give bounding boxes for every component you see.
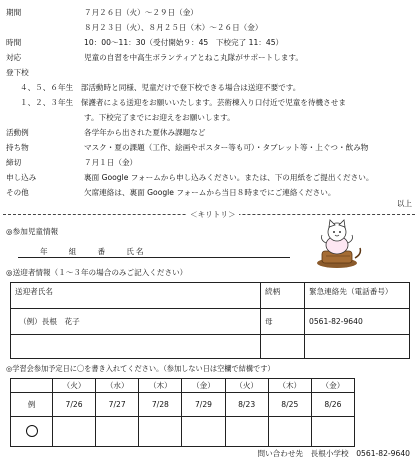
- escort-header-row: [11, 283, 410, 309]
- participant-underline[interactable]: [18, 257, 290, 258]
- dismissal-label: 登下校: [6, 68, 29, 77]
- target-label: 対応: [6, 53, 22, 62]
- schedule-day: （火）: [53, 379, 96, 393]
- dismissal-line-1: ４、５、６年生 部活動時と同様、児童だけで登下校できる場合は送迎不要です。: [20, 83, 301, 92]
- schedule-entry-row: [11, 417, 355, 447]
- escort-table: [10, 282, 410, 359]
- deadline-label: 締切: [6, 158, 22, 167]
- cat-mascot-icon: [310, 218, 368, 270]
- schedule-table: [10, 378, 355, 447]
- schedule-date: 7/26: [53, 393, 96, 417]
- schedule-day: （火）: [225, 379, 268, 393]
- items-value: マスク・夏の課題（工作、絵画やポスター等も可）・タブレット等・上ぐつ・飲み物: [84, 143, 369, 152]
- cut-line-text: キリトリ: [197, 210, 228, 219]
- dismissal-line-2: １、２、３年生 保護者による送迎をお願いいたします。芸術棟入り口付近で児童を待機させま: [20, 98, 346, 107]
- apply-label: 申し込み: [6, 173, 37, 182]
- other-label: その他: [6, 188, 29, 197]
- schedule-day-row: [11, 379, 355, 393]
- escort-col-contact: 緊急連絡先（電話番号）: [305, 283, 410, 309]
- dismissal-line-3: す。下校完了までにお迎えをお願いします。: [84, 113, 235, 122]
- activity-value: 各学年から出された夏休み課題など: [84, 128, 206, 137]
- escort-heading: ◎送迎者情報（１～３年の場合のみご記入ください）: [6, 268, 188, 277]
- schedule-day: （水）: [96, 379, 139, 393]
- schedule-day: （木）: [139, 379, 182, 393]
- schedule-example-cell: [11, 417, 53, 447]
- period-label: 期間: [6, 8, 22, 17]
- escort-example-name: （例）長根 花子: [11, 309, 261, 335]
- period-line-1: ７月２６日（火）～２９日（金）: [84, 8, 198, 17]
- schedule-entry-cell[interactable]: [53, 417, 96, 447]
- schedule-date: 8/25: [268, 393, 311, 417]
- escort-col-relation: 続柄: [261, 283, 305, 309]
- escort-example-relation: 母: [261, 309, 305, 335]
- target-value: 児童の自習を中高生ボランティアとねこ丸隊がサポートします。: [84, 53, 303, 62]
- schedule-day: （金）: [311, 379, 354, 393]
- schedule-date: 8/23: [225, 393, 268, 417]
- schedule-corner: [11, 379, 53, 393]
- deadline-value: ７月１日（金）: [84, 158, 138, 167]
- time-label: 時間: [6, 38, 22, 47]
- schedule-date: 7/27: [96, 393, 139, 417]
- schedule-entry-cell[interactable]: [268, 417, 311, 447]
- schedule-entry-cell[interactable]: [139, 417, 182, 447]
- escort-entry-row: [11, 335, 410, 359]
- cut-line-label: ＜キリトリ＞: [187, 209, 239, 220]
- time-value: 10：00～11：30（受付開始９：45 下校完了 11：45）: [84, 38, 284, 47]
- participant-field-label: 年 組 番 氏名: [40, 247, 146, 256]
- schedule-date: 7/29: [182, 393, 225, 417]
- schedule-date: 8/26: [311, 393, 354, 417]
- escort-example-phone: 0561-82-9640: [305, 309, 410, 335]
- escort-entry-phone[interactable]: [305, 335, 410, 359]
- schedule-date: 7/28: [139, 393, 182, 417]
- schedule-heading: ◎学習会参加予定日に〇を書き入れてください。（参加しない日は空欄で結構です）: [6, 364, 275, 373]
- other-value: 欠席連絡は、裏面 Google フォームから当日８時までにご連絡ください。: [84, 188, 336, 197]
- activity-label: 活動例: [6, 128, 29, 137]
- items-label: 持ち物: [6, 143, 29, 152]
- escort-entry-relation[interactable]: [261, 335, 305, 359]
- schedule-date-row: [11, 393, 355, 417]
- escort-entry-name[interactable]: [11, 335, 261, 359]
- schedule-entry-cell[interactable]: [311, 417, 354, 447]
- apply-value: 裏面 Google フォームから申し込みください。または、下の用紙をご提出ください。: [84, 173, 374, 182]
- participant-heading: ◎参加児童情報: [6, 227, 59, 236]
- schedule-entry-cell[interactable]: [96, 417, 139, 447]
- circle-mark-icon: [26, 425, 38, 437]
- contact-info: 問い合わせ先 長根小学校 0561-82-9640: [257, 449, 410, 458]
- end-mark: 以上: [396, 199, 412, 208]
- period-line-2: ８月２３日（火）、８月２５日（木）～２６日（金）: [84, 23, 263, 32]
- schedule-day: （金）: [182, 379, 225, 393]
- schedule-example-label: 例: [11, 393, 53, 417]
- schedule-entry-cell[interactable]: [225, 417, 268, 447]
- escort-example-row: [11, 309, 410, 335]
- escort-col-name: 送迎者氏名: [11, 283, 261, 309]
- schedule-day: （木）: [268, 379, 311, 393]
- schedule-entry-cell[interactable]: [182, 417, 225, 447]
